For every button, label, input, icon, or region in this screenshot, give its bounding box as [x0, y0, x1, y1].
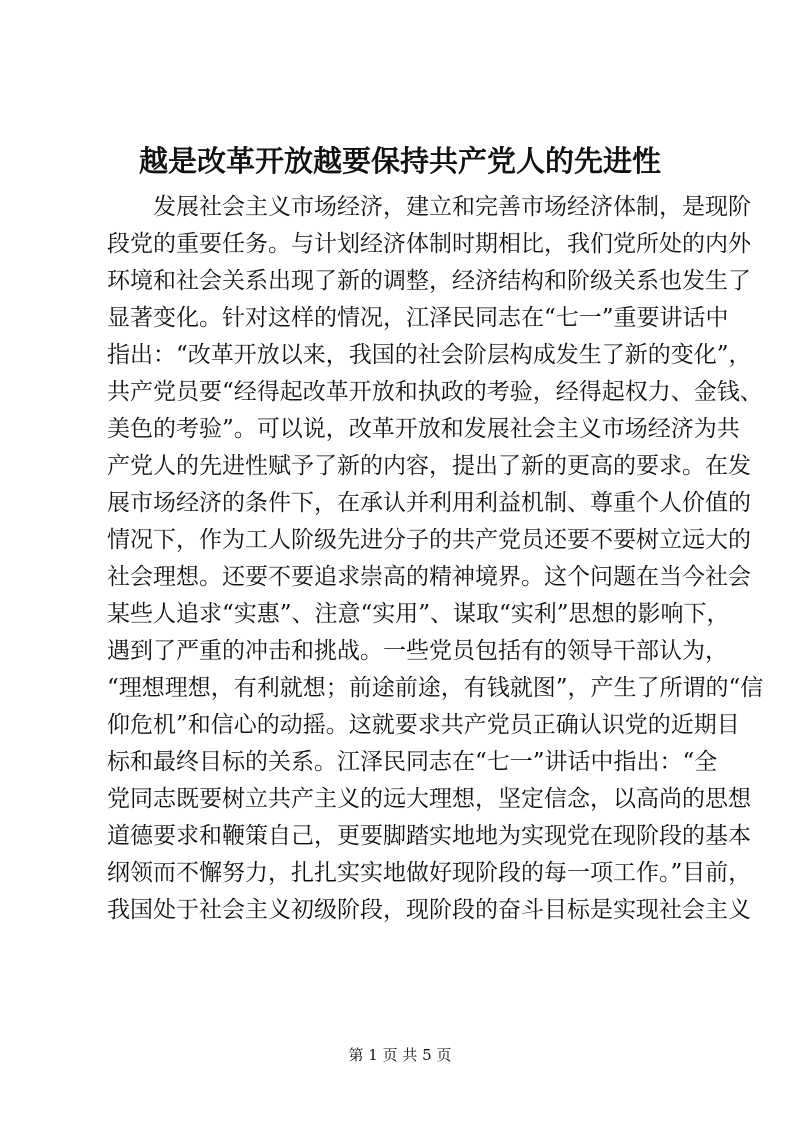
text-line: “理想理想，有利就想；前途前途，有钱就图”，产生了所谓的“信: [107, 675, 764, 701]
text-line: 某些人追求“实惠”、注意“实用”、谋取“实利”思想的影响下，: [107, 601, 730, 627]
text-line: 仰危机”和信心的动摇。这就要求共产党员正确认识党的近期目: [107, 712, 740, 738]
text-line: 纲领而不懈努力，扎扎实实地做好现阶段的每一项工作。”目前，: [107, 860, 752, 886]
text-line: 党同志既要树立共产主义的远大理想，坚定信念，以高尚的思想: [107, 786, 751, 812]
text-line: 环境和社会关系出现了新的调整，经济结构和阶级关系也发生了: [107, 268, 751, 294]
text-line: 产党人的先进性赋予了新的内容，提出了新的更高的要求。在发: [107, 453, 751, 479]
text-line: 我国处于社会主义初级阶段，现阶段的奋斗目标是实现社会主义: [107, 897, 751, 923]
text-line: 遇到了严重的冲击和挑战。一些党员包括有的领导干部认为，: [107, 638, 728, 664]
text-line: 共产党员要“经得起改革开放和执政的考验，经得起权力、金钱、: [107, 379, 763, 405]
document-title: 越是改革开放越要保持共产党人的先进性: [138, 144, 661, 178]
text-line: 指出：“改革开放以来，我国的社会阶层构成发生了新的变化”，: [107, 342, 752, 368]
text-line: 发展社会主义市场经济，建立和完善市场经济体制，是现阶: [153, 194, 751, 220]
text-line: 社会理想。还要不要追求崇高的精神境界。这个问题在当今社会: [107, 564, 751, 590]
text-line: 标和最终目标的关系。江泽民同志在“七一”讲话中指出：“全: [107, 749, 718, 775]
text-line: 展市场经济的条件下，在承认并利用利益机制、尊重个人价值的: [107, 490, 751, 516]
text-line: 情况下，作为工人阶级先进分子的共产党员还要不要树立远大的: [107, 527, 751, 553]
text-line: 美色的考验”。可以说，改革开放和发展社会主义市场经济为共: [107, 416, 740, 442]
page-number: 第 1 页 共 5 页: [348, 1046, 452, 1064]
text-line: 道德要求和鞭策自己，更要脚踏实地地为实现党在现阶段的基本: [107, 823, 751, 849]
text-line: 显著变化。针对这样的情况，江泽民同志在“七一”重要讲话中: [107, 305, 729, 331]
text-line: 段党的重要任务。与计划经济体制时期相比，我们党所处的内外: [107, 231, 751, 257]
